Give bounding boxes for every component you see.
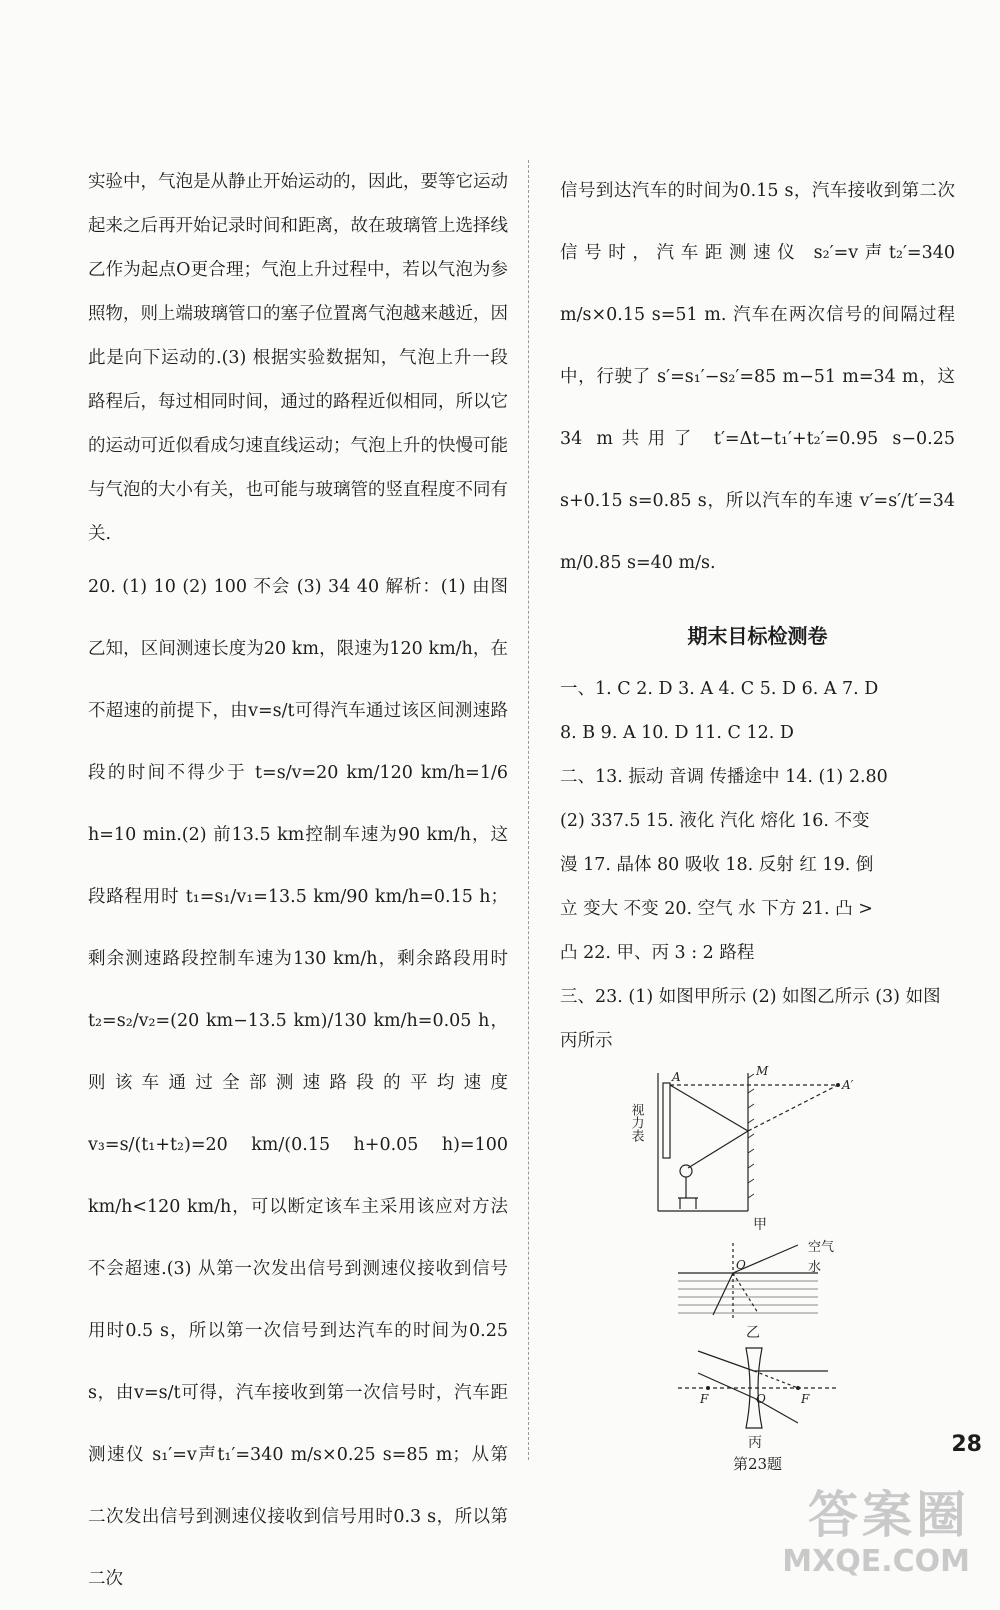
answer-line: 立 变大 不变 20. 空气 水 下方 21. 凸 > — [560, 899, 873, 919]
answer-list — [560, 667, 955, 1063]
mirror-m-label: M — [755, 1064, 768, 1078]
answer-line: 凸 22. 甲、丙 3 : 2 路程 — [560, 943, 755, 963]
solution-paragraph-20-continued: 信号到达汽车的时间为0.15 s，汽车接收到第二次信号时，汽车距测速仪 s₂′=v声t₂′=340 m/s×0.15 s=51 m. 汽车在两次信号的间隔过程中，行驶了 s′=s₁′−s₂′=85 m−51 m=34 m，这34 m共用了 t′=Δt−t₁′+t₂′=0.95 s−0.25 s+0.15 s=0.85 s，所以汽车的车速 v′=s′/t′=34 m/0.85 s=40 m/s. — [560, 181, 955, 573]
figure-jia-caption: 甲 — [752, 1217, 767, 1233]
point-a-label: A — [671, 1070, 681, 1084]
air-label: 空气 — [807, 1240, 834, 1255]
exam-title: 期末目标检测卷 — [687, 624, 828, 648]
figure-jia-mirror-diagram — [628, 1063, 888, 1233]
answer-line: 二、13. 振动 音调 传播途中 14. (1) 2.80 — [560, 767, 888, 787]
left-column — [88, 160, 508, 1610]
focus-left-label: F — [699, 1392, 708, 1406]
answer-line: 8. B 9. A 10. D 11. C 12. D — [560, 723, 794, 743]
focus-right-label: F — [800, 1392, 809, 1406]
solution-paragraph-19: 实验中，气泡是从静止开始运动的，因此，要等它运动起来之后再开始记录时间和距离，故在玻璃管上选择线乙作为起点O更合理；气泡上升过程中，若以气泡为参照物，则上端玻璃管口的塞子位置离气泡越来越近，因此是向下运动的.(3) 根据实验数据知，气泡上升一段路程后，每过相同时间，通过的路程近似相同，所以它的运动可近似看成匀速直线运动；气泡上升的快慢可能与气泡的大小有关，也可能与玻璃管的竖直程度不同有关. — [88, 172, 508, 544]
point-o-label: O — [755, 1392, 766, 1406]
answer-line: 一、1. C 2. D 3. A 4. C 5. D 6. A 7. D — [560, 679, 879, 699]
page-number: 28 — [951, 1432, 982, 1457]
answer-line: 漫 17. 晶体 80 吸收 18. 反射 红 19. 倒 — [560, 855, 874, 875]
answer-line: (2) 337.5 15. 液化 汽化 熔化 16. 不变 — [560, 811, 870, 831]
watermark-url: MXQE.COM — [782, 1544, 970, 1579]
figure-bing-caption: 丙 — [747, 1435, 762, 1451]
figure-yi-caption: 乙 — [745, 1325, 760, 1341]
column-divider — [528, 160, 530, 1460]
point-o-label: O — [735, 1258, 746, 1272]
right-column — [560, 160, 955, 1474]
figure-bing-lens-diagram — [658, 1343, 858, 1453]
eye-chart-label: 视力表 — [628, 1103, 643, 1142]
figure-yi-refraction-diagram — [658, 1233, 858, 1343]
watermark-title: 答案圈 — [808, 1486, 970, 1544]
solution-paragraph-20: 20. (1) 10 (2) 100 不会 (3) 34 40 解析：(1) 由图乙知，区间测速长度为20 km，限速为120 km/h，在不超速的前提下，由v=s/t可得汽车通过该区间测速路段的时间不得少于 t=s/v=20 km/120 km/h=1/6 h=10 min.(2) 前13.5 km控制车速为90 km/h，这段路程用时 t₁=s₁/v₁=13.5 km/90 km/h=0.15 h；剩余测速路段控制车速为130 km/h，剩余路段用时 t₂=s₂/v₂=(20 km−13.5 km)/130 km/h=0.05 h，则该车通过全部测速路段的平均速度 v₃=s/(t₁+t₂)=20 km/(0.15 h+0.05 h)=100 km/h<120 km/h，可以断定该车主采用该应对方法不会超速.(3) 从第一次发出信号到测速仪接收到信号用时0.5 s，所以第一次信号到达汽车的时间为0.25 s，由v=s/t可得，汽车接收到第一次信号时，汽车距测速仪 s₁′=v声t₁′=340 m/s×0.25 s=85 m；从第二次发出信号到测速仪接收到信号用时0.3 s，所以第二次 — [88, 577, 508, 1589]
answer-line: 三、23. (1) 如图甲所示 (2) 如图乙所示 (3) 如图丙所示 — [560, 987, 941, 1051]
figure-group-caption: 第23题 — [732, 1455, 783, 1473]
water-label: 水 — [807, 1260, 821, 1275]
point-a-prime-label: A′ — [841, 1078, 853, 1092]
watermark-logo — [740, 1485, 970, 1579]
